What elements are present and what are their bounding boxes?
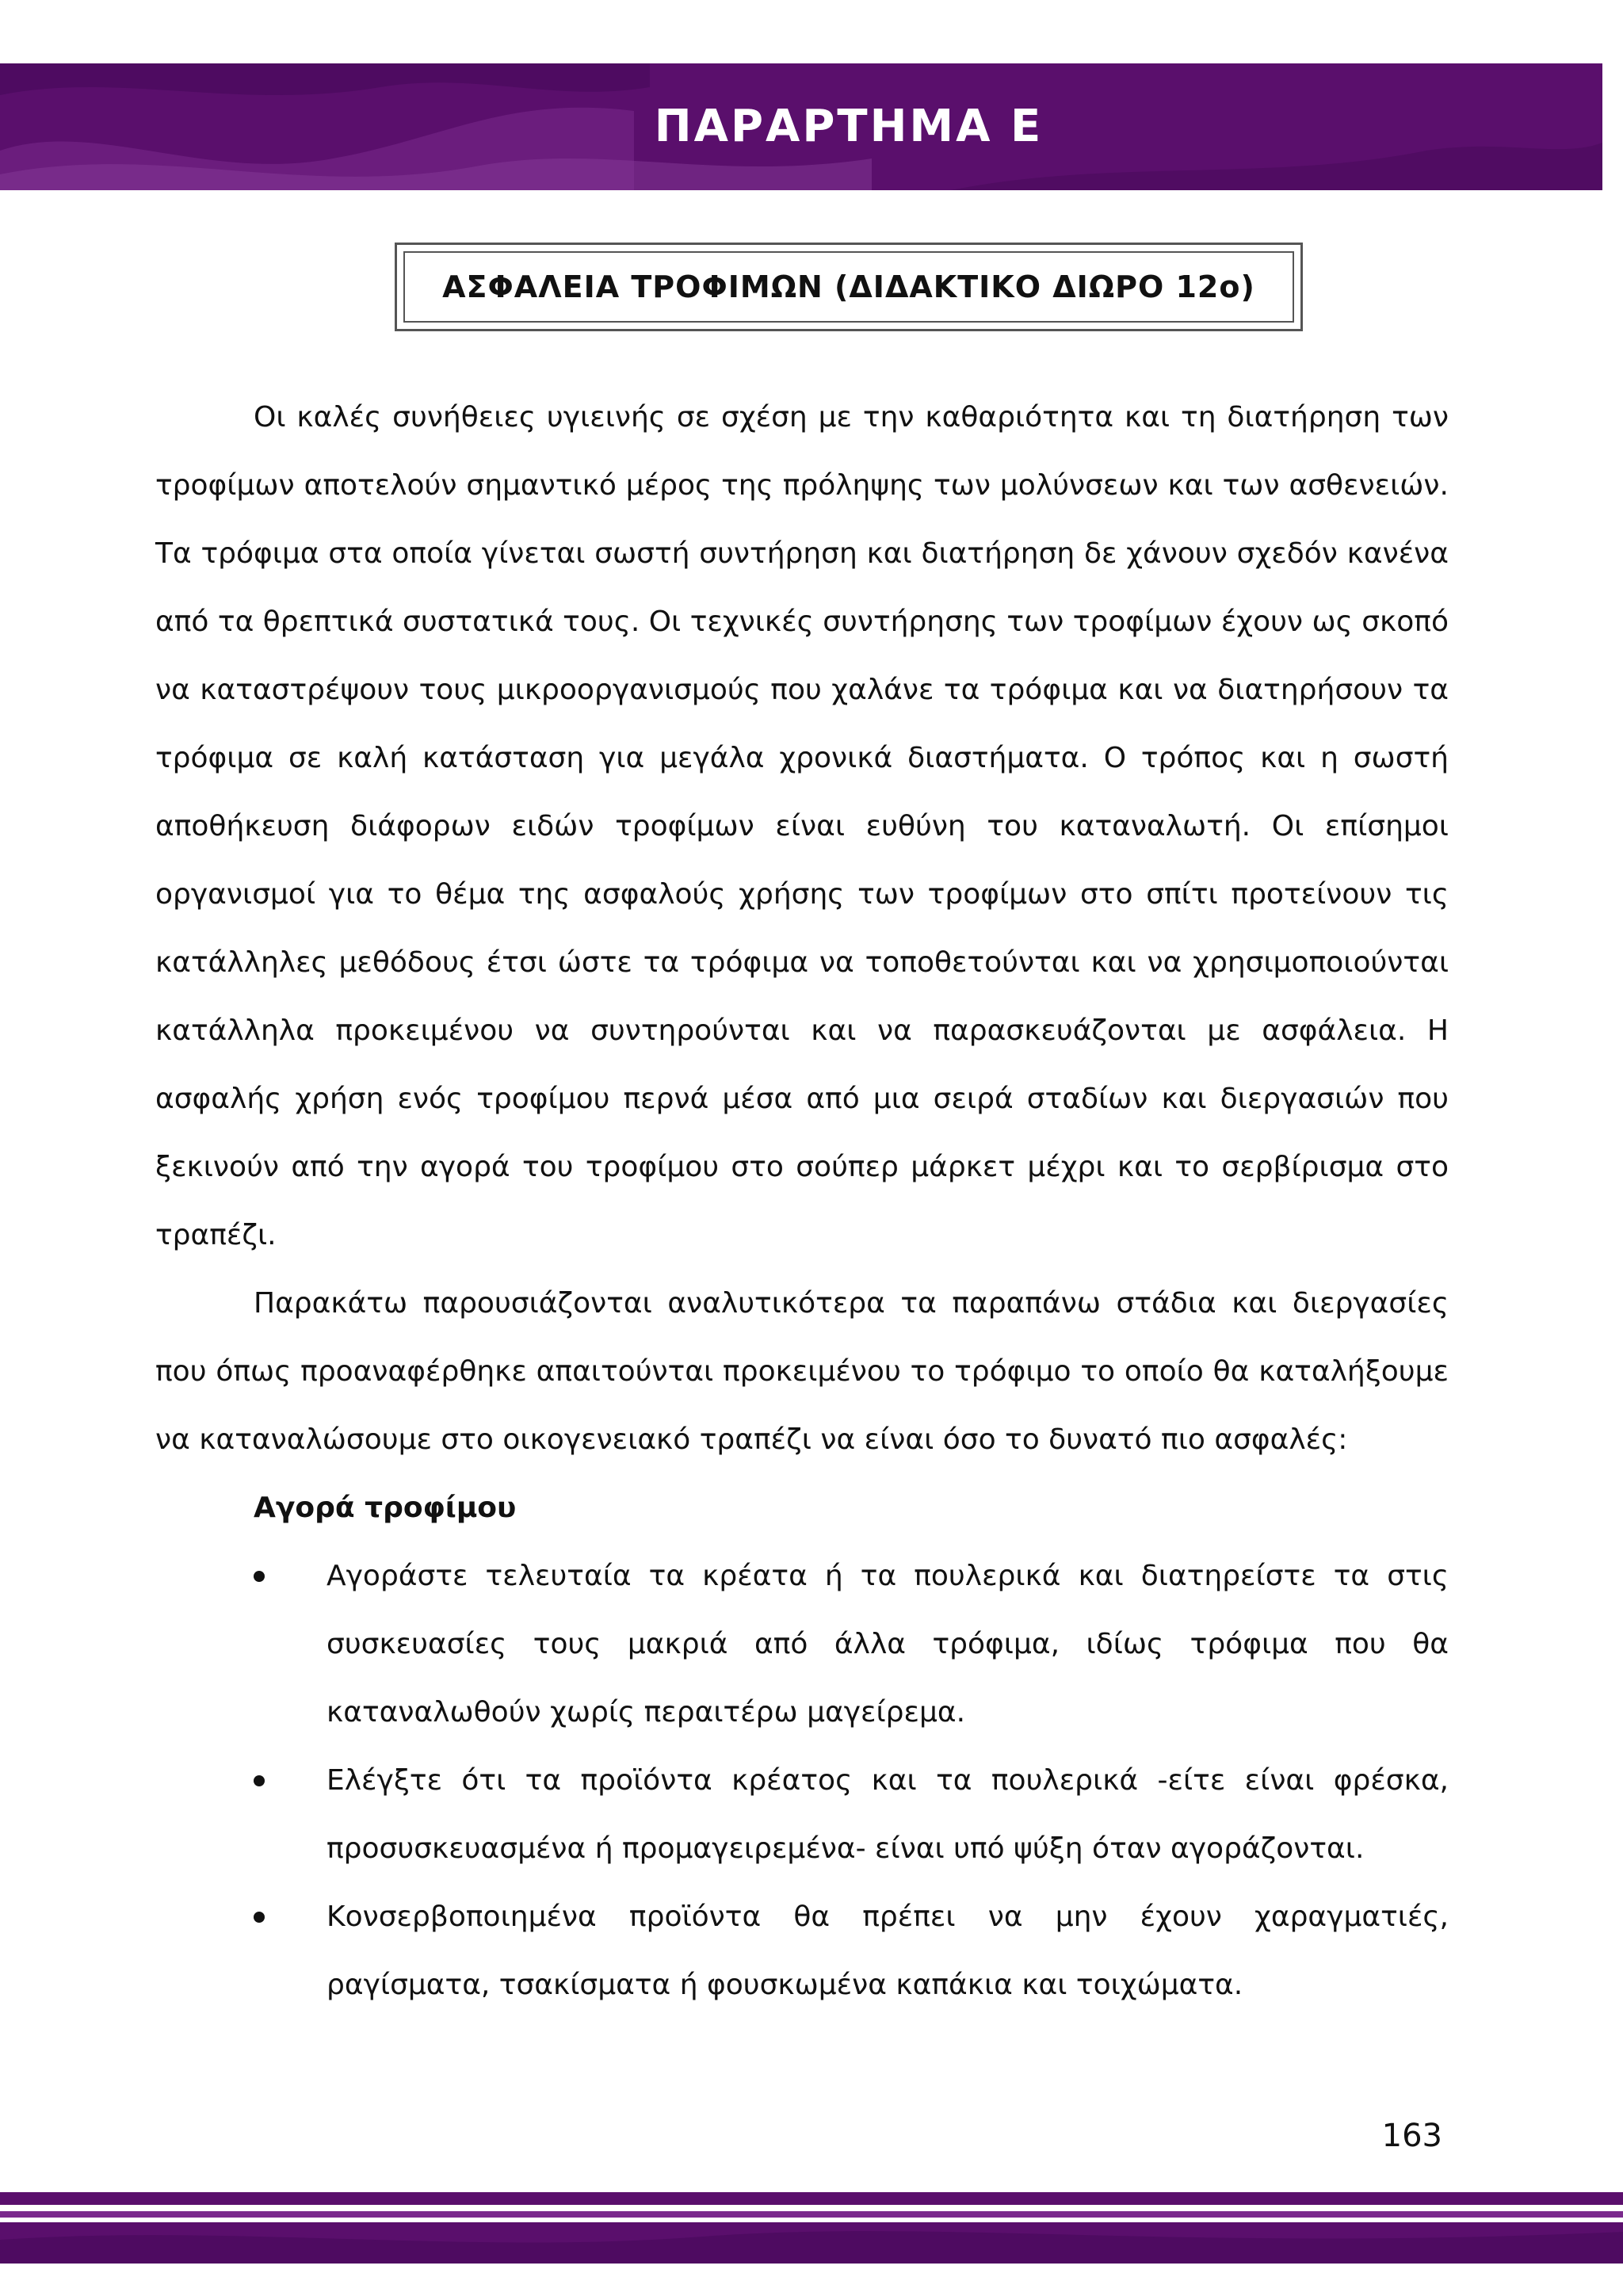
list-item	[155, 1883, 1449, 2019]
bullet-icon	[254, 1912, 265, 1923]
subheading-food-purchase: Αγορά τροφίμου	[254, 1492, 517, 1524]
list-item	[155, 1542, 1449, 1747]
intro-paragraph: Οι καλές συνήθειες υγιεινής σε σχέση με την καθαριότητα και τη διατήρηση των τροφίμων αποτελούν σημαντικό μέρος της πρόληψης των μολύνσεων και των ασθενειών. Τα τρόφιμα στα οποία γίνεται σωστή συντήρηση και διατήρηση δε χάνουν σχεδόν κανένα από τα θρεπτικά συστατικά τους. Οι τεχνικές συντήρησης των τροφίμων έχουν ως σκοπό να καταστρέψουν τους μικροοργανισμούς που χαλάνε τα τρόφιμα και να διατηρήσουν τα τρόφιμα σε καλή κατάσταση για μεγάλα χρονικά διαστήματα. Ο τρόπος και η σωστή αποθήκευση διάφορων ειδών τροφίμων είναι ευθύνη του καταναλωτή. Οι επίσημοι οργανισμοί για το θέμα της ασφαλούς χρήσης των τροφίμων στο σπίτι προτείνουν τις κατάλληλες μεθόδους έτσι ώστε τα τρόφιμα να τοποθετούνται και να χρησιμοποιούνται κατάλληλα προκειμένου να συντηρούνται και να παρασκευάζονται με ασφάλεια. Η ασφαλής χρήση ενός τροφίμου περνά μέσα από μια σειρά σταδίων και διεργασιών που ξεκινούν από την αγορά του τροφίμου στο σούπερ μάρκετ μέχρι και το σερβίρισμα στο τραπέζι.	[155, 401, 1449, 1251]
bullet-text: Ελέγξτε ότι τα προϊόντα κρέατος και τα πουλερικά -είτε είναι φρέσκα, προσυσκευασμένα ή προμαγειρεμένα- είναι υπό ψύξη όταν αγοράζονται.	[327, 1764, 1449, 1865]
main-content	[155, 384, 1449, 2019]
bullet-text: Κονσερβοποιημένα προϊόντα θα πρέπει να μην έχουν χαραγματιές, ραγίσματα, τσακίσματα ή φουσκωμένα καπάκια και τοιχώματα.	[327, 1901, 1449, 2001]
bullet-text: Αγοράστε τελευταία τα κρέατα ή τα πουλερικά και διατηρείστε τα στις συσκευασίες τους μακριά από άλλα τρόφιμα, ιδίως τρόφιμα που θα καταναλωθούν χωρίς περαιτέρω μαγείρεμα.	[327, 1560, 1449, 1729]
header-banner	[0, 63, 1602, 190]
stages-paragraph: Παρακάτω παρουσιάζονται αναλυτικότερα τα παραπάνω στάδια και διεργασίες που όπως προαναφέρθηκε απαιτούνται προκειμένου το τρόφιμο το οποίο θα καταλήξουμε να καταναλώσουμε στο οικογενειακό τραπέζι να είναι όσο το δυνατό πιο ασφαλές:	[155, 1287, 1449, 1456]
purchase-bullet-list	[155, 1542, 1449, 2019]
bullet-icon	[254, 1775, 265, 1786]
bullet-icon	[254, 1571, 265, 1582]
list-item	[155, 1747, 1449, 1883]
appendix-title: ΠΑΡΑΡΤΗΜΑ Ε	[654, 101, 1044, 152]
section-title-box	[395, 243, 1303, 331]
page-number: 163	[1381, 2118, 1442, 2154]
section-title: ΑΣΦΑΛΕΙΑ ΤΡΟΦΙΜΩΝ (ΔΙΔΑΚΤΙΚΟ ΔΙΩΡΟ 12ο)	[442, 269, 1255, 304]
footer-band	[0, 2192, 1623, 2264]
section-title-box-inner	[403, 251, 1294, 323]
footer-band-graphic	[0, 2192, 1623, 2264]
